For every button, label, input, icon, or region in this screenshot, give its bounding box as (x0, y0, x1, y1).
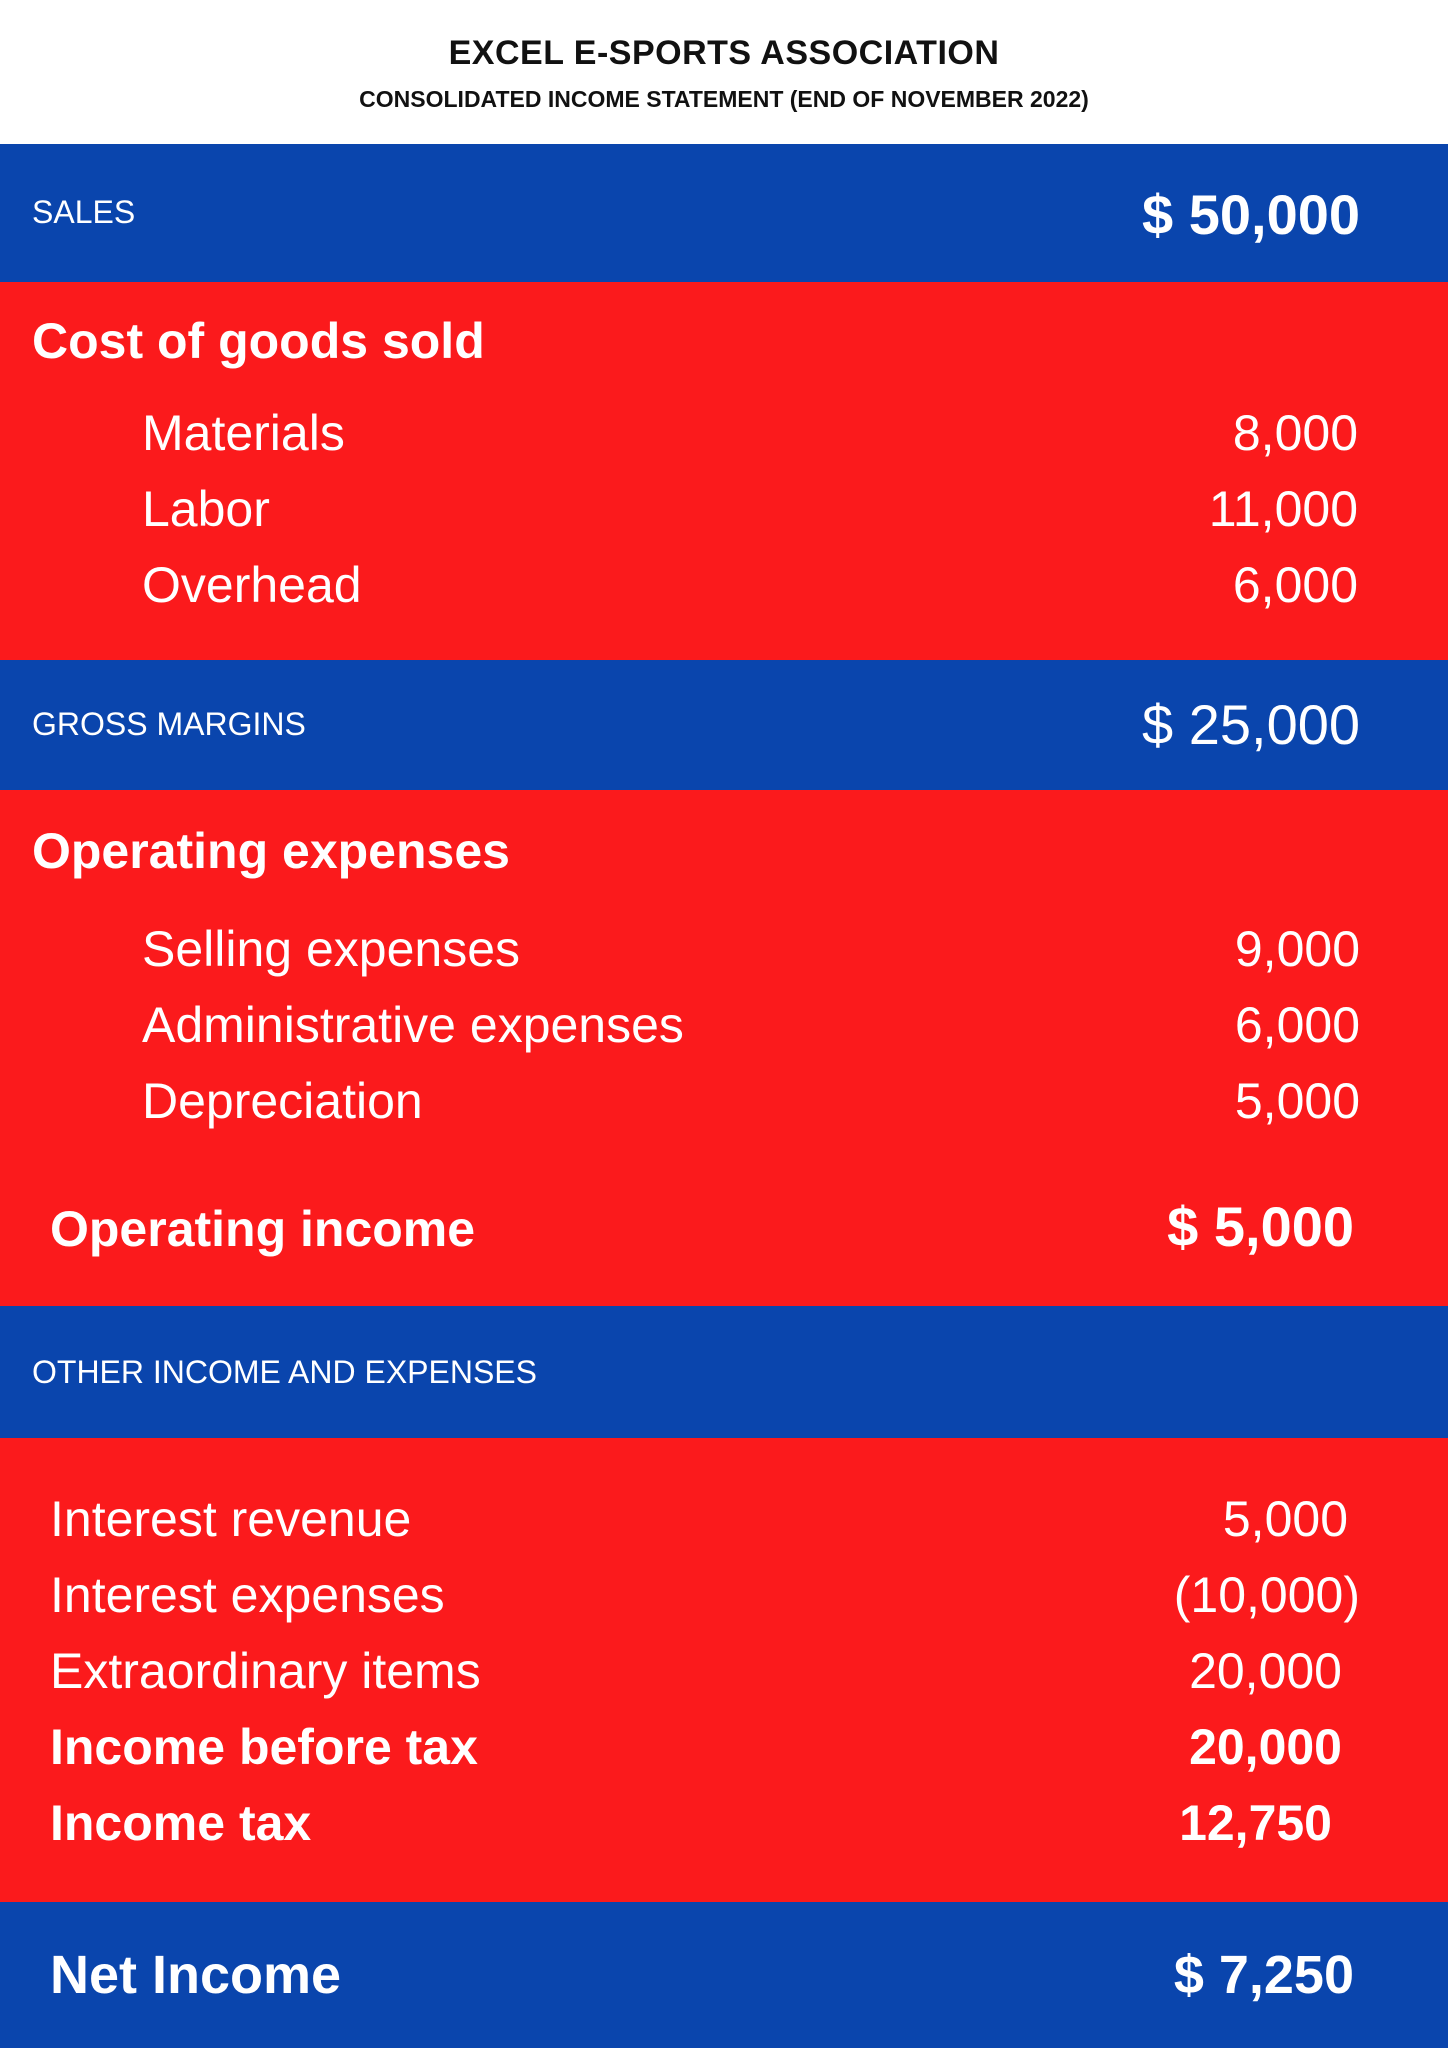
operating-income-label: Operating income (50, 1201, 476, 1257)
cogs-item-label: Materials (142, 405, 345, 461)
cogs-item-label: Labor (142, 481, 270, 537)
sales-band (0, 144, 1448, 282)
gross-margins-label: GROSS MARGINS (32, 706, 306, 742)
gross-margins-value: $ 25,000 (1142, 693, 1360, 756)
opex-item-value: 5,000 (1234, 1073, 1360, 1129)
other-item-label: Interest expenses (50, 1567, 445, 1623)
net-income-label: Net Income (50, 1945, 342, 2005)
sales-value: $ 50,000 (1142, 183, 1360, 246)
income-before-tax-label: Income before tax (50, 1719, 478, 1775)
operating-income-value: $ 5,000 (1167, 1195, 1354, 1258)
statement-header (0, 0, 1448, 144)
net-income-band (0, 1902, 1448, 2048)
other-item-label: Extraordinary items (50, 1643, 481, 1699)
other-income-label: OTHER INCOME AND EXPENSES (32, 1354, 537, 1390)
sales-label: SALES (32, 194, 136, 230)
other-item-label: Interest revenue (50, 1491, 412, 1547)
opex-item-value: 6,000 (1234, 997, 1360, 1053)
opex-item-label: Administrative expenses (142, 997, 684, 1053)
statement-subtitle: CONSOLIDATED INCOME STATEMENT (END OF NOVEMBER 2022) (359, 86, 1089, 112)
income-tax-label: Income tax (50, 1795, 312, 1851)
opex-item-label: Depreciation (142, 1073, 423, 1129)
opex-section (0, 790, 1448, 1306)
other-item-value: 20,000 (1189, 1643, 1342, 1699)
cogs-section (0, 282, 1448, 660)
cogs-item-label: Overhead (142, 557, 362, 613)
other-item-value: 5,000 (1222, 1491, 1348, 1547)
cogs-heading: Cost of goods sold (32, 313, 485, 369)
other-income-band (0, 1306, 1448, 1438)
cogs-item-value: 8,000 (1232, 405, 1358, 461)
cogs-item-value: 6,000 (1232, 557, 1358, 613)
other-item-value: (10,000) (1173, 1567, 1360, 1623)
opex-item-label: Selling expenses (142, 921, 521, 977)
income-tax-value: 12,750 (1179, 1795, 1332, 1851)
cogs-item-value: 11,000 (1208, 481, 1358, 537)
opex-heading: Operating expenses (32, 823, 510, 879)
gross-margins-band (0, 660, 1448, 790)
other-items-section (0, 1438, 1448, 1902)
opex-item-value: 9,000 (1234, 921, 1360, 977)
statement-title: EXCEL E-SPORTS ASSOCIATION (448, 34, 1000, 72)
net-income-value: $ 7,250 (1173, 1945, 1354, 2005)
income-before-tax-value: 20,000 (1189, 1719, 1342, 1775)
